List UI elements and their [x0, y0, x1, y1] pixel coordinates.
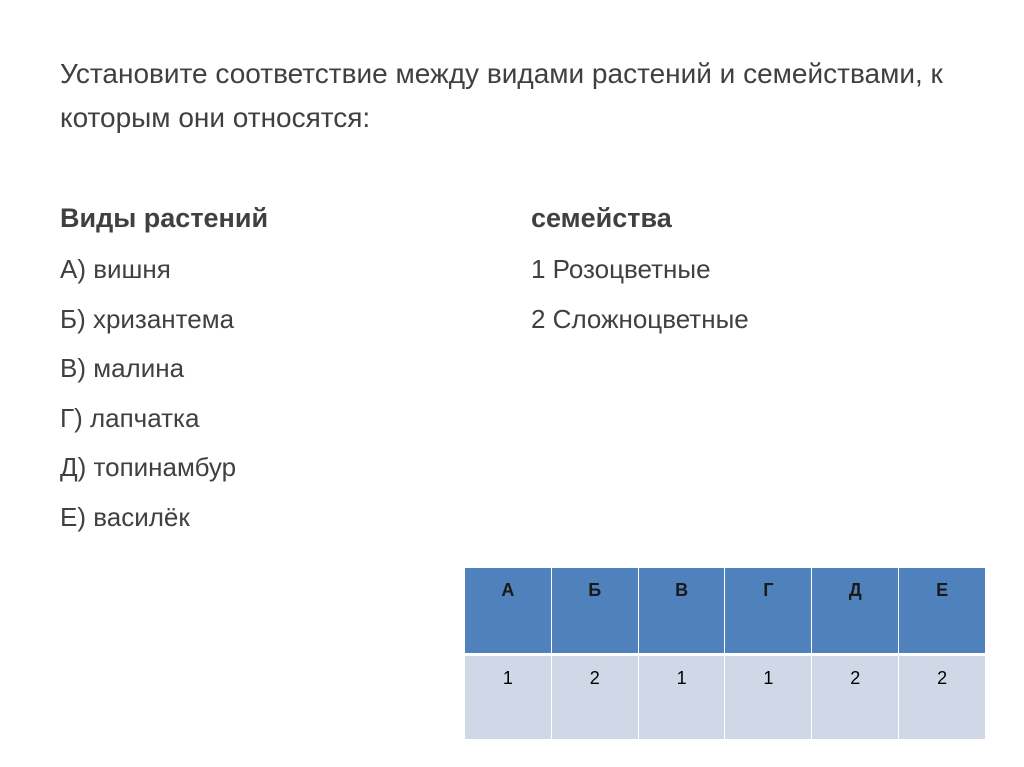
- table-header-cell: Г: [725, 568, 812, 655]
- list-item: А) вишня: [60, 254, 171, 284]
- list-item: В) малина: [60, 353, 185, 383]
- plant-species-column: [60, 196, 480, 542]
- table-header-cell: Б: [551, 568, 638, 655]
- families-heading: семейства: [531, 203, 672, 233]
- plant-species-list: [60, 245, 480, 542]
- plant-species-heading: Виды растений: [60, 203, 269, 233]
- table-header-cell: Е: [899, 568, 986, 655]
- table-header-cell: В: [638, 568, 725, 655]
- table-cell: 1: [465, 655, 552, 740]
- list-item: 1 Розоцветные: [531, 254, 711, 284]
- slide-title: Установите соответствие между видами растений и семействами, к которым они относятся:: [60, 58, 943, 133]
- table-header-cell: Д: [812, 568, 899, 655]
- answer-table: [464, 567, 986, 740]
- table-cell: 1: [638, 655, 725, 740]
- list-item: Д) топинамбур: [60, 452, 237, 482]
- table-cell: 2: [551, 655, 638, 740]
- table-cell: 1: [725, 655, 812, 740]
- table-row: [465, 655, 986, 740]
- table-header-cell: А: [465, 568, 552, 655]
- families-list: [531, 245, 951, 344]
- list-item: 2 Сложноцветные: [531, 303, 749, 334]
- table-cell: 2: [812, 655, 899, 740]
- table-cell: 2: [899, 655, 986, 740]
- families-column: [531, 196, 951, 344]
- list-item: Е) василёк: [60, 501, 190, 532]
- list-item: Г) лапчатка: [60, 402, 200, 433]
- list-item: Б) хризантема: [60, 303, 235, 334]
- table-header-row: [465, 568, 986, 655]
